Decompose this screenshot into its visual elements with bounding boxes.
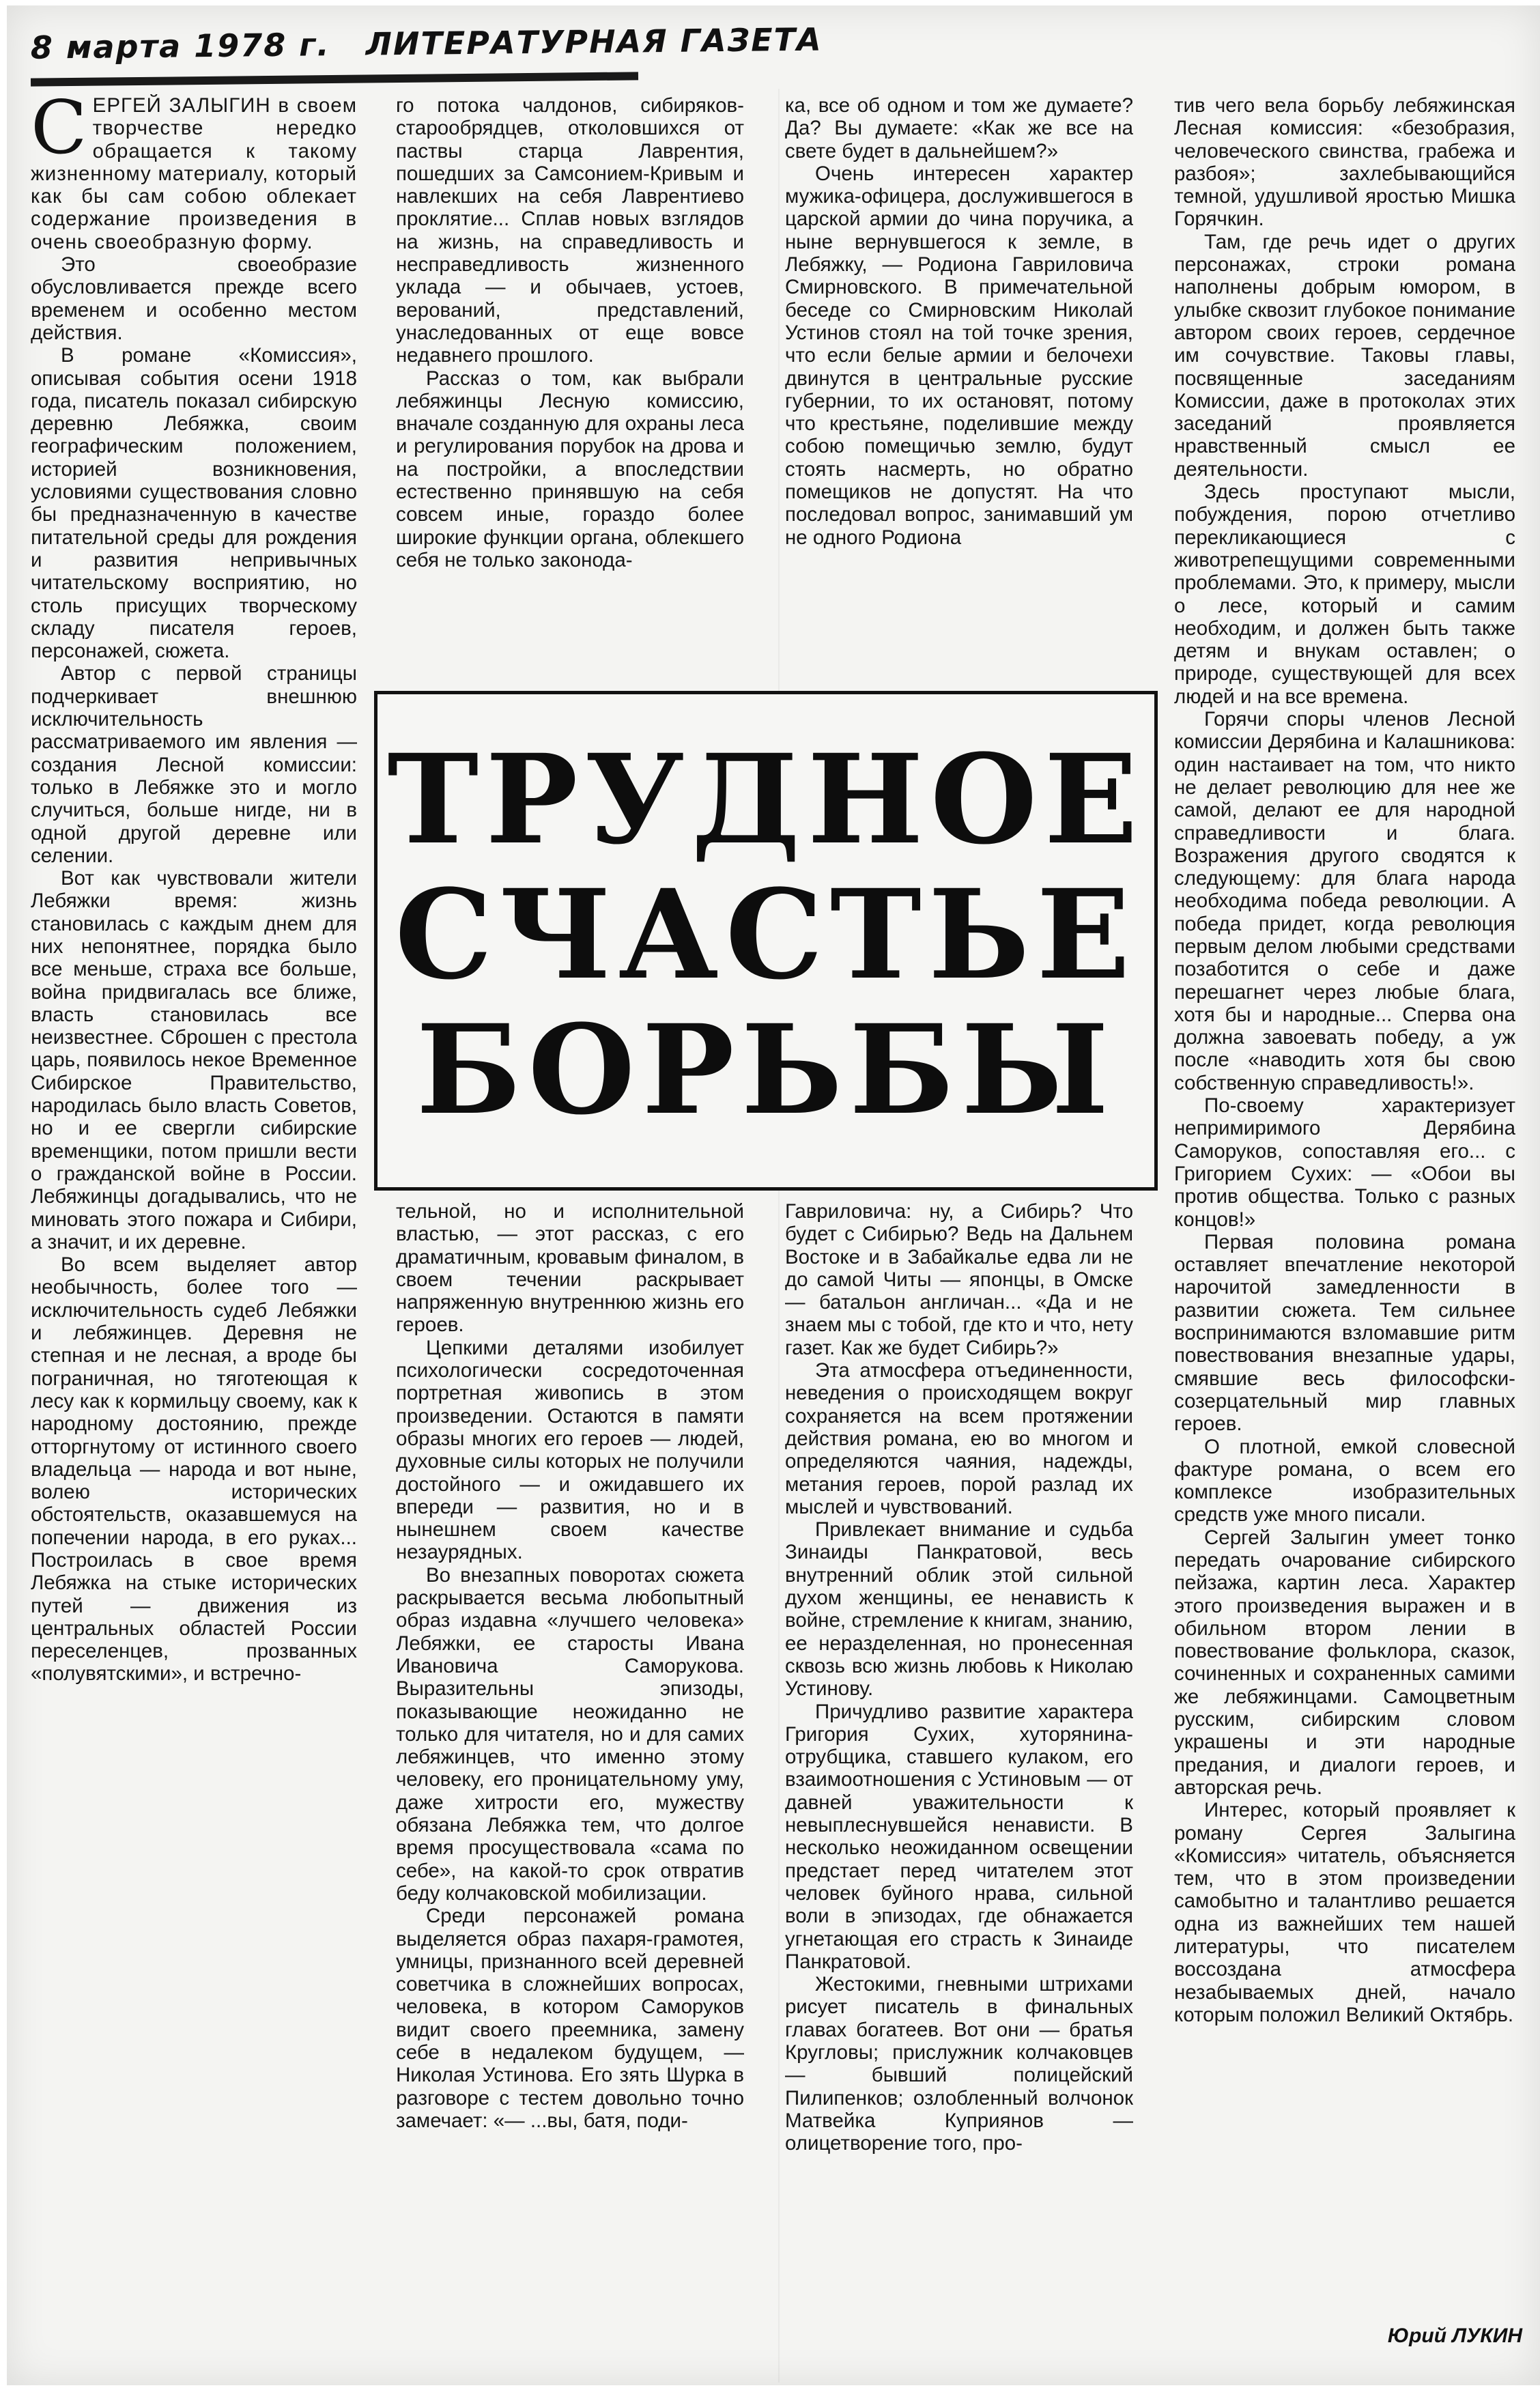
- headline-line-3: БОРЬБЫ: [416, 998, 1116, 1142]
- article-paragraph: Сергей Залыгин умеет тонко передать очарование сибирского пейзажа, картин леса. Характер этого произведения выражен и в обильном втором лении в повествование фольклора, сказок, сочиненных и сохраненных самими же лебяжинцами. Самоцветным русским, сибирским словом украшены и эти народные предания, и диалоги героев, и авторская речь.: [1174, 1526, 1515, 1799]
- article-paragraph: В романе «Комиссия», описывая события осени 1918 года, писатель показал сибирскую деревню Лебяжка, своим географическим положением, историей возникновения, условиями существования словно бы предназначенную в качестве питательной среды для рождения и развития непривычных читательскому восприятию, но столь присущих творческому складу писателя героев, персонажей, сюжета.: [31, 344, 357, 663]
- article-column-1: [31, 94, 357, 2292]
- article-paragraph: тив чего вела борьбу лебяжинская Лесная комиссия: «безобразия, человеческого свинства, грабежа и разбоя»; захлебывающийся темной, удушливой яростью Мишка Горячкин.: [1174, 94, 1515, 231]
- article-column-2-bottom: [396, 1200, 744, 2374]
- article-paragraph: Здесь проступают мысли, побуждения, порою отчетливо перекликающиеся с животрепещущими современными проблемами. Это, к примеру, мысли о лесе, который и самим необходим, и должен быть также детям и внукам оставлен; о природе, существующей для всех людей и на все времена.: [1174, 481, 1515, 708]
- article-paragraph: Жестокими, гневными штрихами рисует писатель в финальных главах богатеев. Вот они — братья Кругловы; прислужник колчаковцев — бывший полицейский Пилипенков; озлобленный волчонок Матвейка Куприянов — олицетворение того, про-: [785, 1973, 1133, 2155]
- article-paragraph: Привлекает внимание и судьба Зинаиды Панкратовой, весь внутренний облик этой сильной духом женщины, ее ненависть к войне, стремление к книгам, знанию, ее неразделенная, но пронесенная сквозь всю жизнь любовь к Николаю Устинову.: [785, 1518, 1133, 1701]
- article-paragraph: Рассказ о том, как выбрали лебяжинцы Лесную комиссию, вначале созданную для охраны леса и регулирования порубок на дрова и на постройки, а впоследствии естественно принявшую на себя совсем иные, гораздо более широкие функции органа, облекшего себя не только законода-: [396, 367, 744, 571]
- article-paragraph: Вот как чувствовали жители Лебяжки время: жизнь становилась с каждым днем для них непонятнее, порядка было все меньше, страха все больше, война придвигалась все ближе, власть становилась все неизвестнее. Сброшен с престола царь, появилось некое Временное Сибирское Правительство, народилась было власть Советов, но и ее свергли сибирские временщики, потом пришли вести о гражданской войне в России. Лебяжинцы догадывались, что не миновать этого пожара и Сибири, а значит, и их деревне.: [31, 867, 357, 1253]
- article-paragraph: Первая половина романа оставляет впечатление некоторой нарочитой замедленности в развитии сюжета. Тем сильнее воспринимаются взломавшие ритм повествования внезапные удары, смявшие весь философски-созерцательный мир главных героев.: [1174, 1230, 1515, 1436]
- headline-line-2: СЧАСТЬЕ: [395, 863, 1137, 1007]
- newspaper-title: ЛИТЕРАТУРНАЯ ГАЗЕТА: [365, 20, 823, 63]
- article-paragraph: Горячи споры членов Лесной комиссии Дерябина и Калашникова: один настаивает на том, что никто не делает революцию для нее же самой, делают ее для народной справедливости и блага. Возражения другого сводятся к следующему: для блага народа необходима победа революции. А победа придет, когда революция первым делом любыми средствами позаботится о себе и даже перешагнет через любые блага, хотя бы и народные... Сперва она должна завоевать победу, а уж после «наводить хотя бы свою собственную справедливость!».: [1174, 708, 1515, 1094]
- article-paragraph: Во внезапных поворотах сюжета раскрывается весьма любопытный образ издавна «лучшего человека» Лебяжки, ее старосты Ивана Ивановича Саморукова. Выразительны эпизоды, показывающие неожиданно не только для читателя, но и для самих лебяжинцев, что именно этому человеку, его проницательному уму, даже хитрости его, мужеству обязана Лебяжка тем, что долгое время просуществовала «сама по себе», на какой-то срок отвратив беду колчаковской мобилизации.: [396, 1563, 744, 1905]
- article-paragraph: Цепкими деталями изобилует психологически сосредоточенная портретная живопись в этом произведении. Остаются в памяти образы многих его героев — людей, духовные силы которых не получили достойного — и ожидавшего их впереди — развития, но и в нынешнем своем качестве незаурядных.: [396, 1336, 744, 1564]
- article-paragraph: О плотной, емкой словесной фактуре романа, о всем его комплексе изобразительных средств уже много писали.: [1174, 1435, 1515, 1526]
- article-paragraph: Среди персонажей романа выделяется образ пахаря-грамотея, умницы, признанного всей деревней советчика в сложнейших вопросах, человека, в котором Саморуков видит своего преемника, замену себе в недалеком будущем, — Николая Устинова. Его зять Шурка в разговоре с тестем довольно точно замечает: «— ...вы, батя, поди-: [396, 1905, 744, 2132]
- article-column-3-bottom: [785, 1200, 1133, 2374]
- article-paragraph: Гавриловича: ну, а Сибирь? Что будет с Сибирью? Ведь на Дальнем Востоке и в Забайкалье едва ли не до самой Читы — японцы, в Омске — батальон англичан... «Да и не знаем мы с тобой, где кто и что, нету газет. Как же будет Сибирь?»: [785, 1200, 1133, 1359]
- headline-box: [374, 691, 1158, 1191]
- article-paragraph: Интерес, который проявляет к роману Сергея Залыгина «Комиссия» читатель, объясняется тем, что в этом произведении самобытно и талантливо решается одна из важнейших тем нашей литературы, что писателем воссоздана атмосфера незабываемых дней, начало которым положил Великий Октябрь.: [1174, 1799, 1515, 2026]
- article-paragraph: Во всем выделяет автор необычность, более того — исключительность судеб Лебяжки и лебяжинцев. Деревня не степная и не лесная, а вроде бы пограничная, но тяготеющая к лесу как к кормильцу своему, как к народному достоянию, прежде отторгнутому от истинного своего владельца — народа и вот ныне, волею исторических обстоятельств, оказавшемуся на попечении народа, в его руках... Построилась в свое время Лебяжка на стыке исторических путей — движения из центральных областей России переселенцев, прозванных «полувятскими», и встречно-: [31, 1253, 357, 1686]
- article-column-2-top: [396, 94, 744, 661]
- fold-line: [778, 89, 780, 2383]
- issue-date: 8 марта 1978 г.: [30, 26, 331, 66]
- article-paragraph: го потока чалдонов, сибиряков-старообрядцев, отколовшихся от паствы старца Лаврентия, пошедших за Самсонием-Кривым и навлекших на себя Лаврентиево проклятие... Сплав новых взглядов на жизнь, на справедливость и несправедливость жизненного уклада — и обычаев, устоев, верований, представлений, унаследованных от еще вовсе недавнего прошлого.: [396, 94, 744, 367]
- drop-cap: С: [31, 94, 87, 171]
- article-paragraph: Причудливо развитие характера Григория Сухих, хуторянина-отрубщика, ставшего кулаком, его взаимоотношения с Устиновым — от давней уважительности к невыплеснувшейся ненависти. В несколько неожиданном освещении предстает перед читателем этот человек буйного нрава, сильной воли в эпизодах, где обнажается угнетающая его страсть к Зинаиде Панкратовой.: [785, 1700, 1133, 1973]
- author-signature: Юрий ЛУКИН: [1387, 2325, 1522, 2347]
- article-paragraph: Очень интересен характер мужика-офицера, дослужившегося в царской армии до чина поручика, а ныне вернувшегося к земле, в Лебяжку, — Родиона Гавриловича Смирновского. В примечательной беседе со Смирновским Николай Устинов стоял на той точке зрения, что если белые армии и белочехи двинутся в центральные русские губернии, то их остановят, потому что крестьяне, поделившие между собою помещичью землю, будут стоять насмерть, но обратно помещиков не допустят. На что последовал вопрос, занимавший ум не одного Родиона: [785, 162, 1133, 549]
- article-paragraph: ка, все об одном и том же думаете? Да? Вы думаете: «Как же все на свете будет в дальнейшем?»: [785, 94, 1133, 162]
- article-column-4: [1174, 94, 1515, 2313]
- article-paragraph: Автор с первой страницы подчеркивает внешнюю исключительность рассматриваемого им явления — создания Лесной комиссии: только в Лебяжке это и могло случиться, больше нигде, ни в одной другой деревне или селении.: [31, 662, 357, 867]
- article-paragraph: тельной, но и исполнительной властью, — этот рассказ, с его драматичным, кровавым финалом, в своем течении раскрывает напряженную внутреннюю жизнь его героев.: [396, 1200, 744, 1337]
- headline-line-1: ТРУДНОЕ: [387, 728, 1145, 872]
- article-paragraph: Там, где речь идет о других персонажах, строки романа наполнены добрым юмором, в улыбке сквозит глубокое понимание автором своих героев, сердечное им сочувствие. Таковы главы, посвященные заседаниям Комиссии, даже в протоколах этих заседаний проявляется нравственный смысл ее деятельности.: [1174, 230, 1515, 481]
- article-paragraph: По-своему характеризует непримиримого Дерябина Саморуков, сопоставляя его... с Григорием Сухих: — «Обои вы против общества. Только с разных концов!»: [1174, 1094, 1515, 1231]
- headline: [377, 728, 1154, 1142]
- article-column-3-top: [785, 94, 1133, 661]
- article-paragraph: Это своеобразие обусловливается прежде всего временем и особенно местом действия.: [31, 253, 357, 344]
- article-paragraph: СЕРГЕЙ ЗАЛЫГИН в своем творчестве нередко обращается к такому жизненному материалу, который как бы сам собою облекает содержание произведения в очень своеобразную форму.: [31, 94, 357, 253]
- article-paragraph: Эта атмосфера отъединенности, неведения о происходящем вокруг сохраняется на всем протяжении действия романа, ею во многом и определяются чаяния, надежды, метания героев, порой разлад их мыслей и чувствований.: [785, 1359, 1133, 1518]
